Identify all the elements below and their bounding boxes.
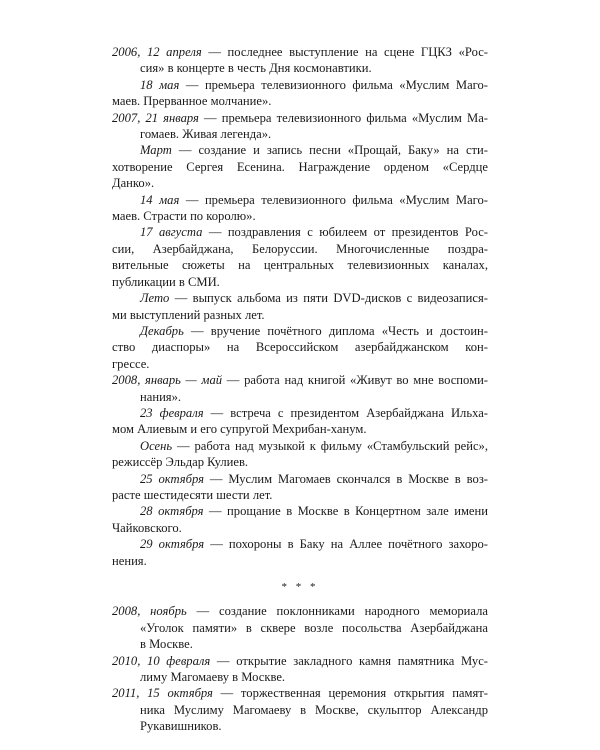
entry-text: ство диаспоры» на Всероссийском азербайджанском кон- (112, 340, 488, 355)
entry-line (112, 669, 488, 685)
chronology-entry (112, 372, 488, 405)
entry-line (112, 159, 488, 175)
entry-text: — поздравления с юбилеем от президентов Рос- (202, 225, 488, 240)
chronology-entry (112, 653, 488, 686)
chronology-entry (112, 44, 488, 77)
entry-date: 14 мая (140, 192, 180, 207)
entry-text: расте шестидесяти шести лет. (112, 487, 273, 502)
entry-text: сии, Азербайджана, Белоруссии. Многочисленные поздра- (112, 241, 488, 256)
entry-text: Данко». (112, 176, 155, 191)
entry-line (112, 471, 488, 487)
entry-date: 2008, январь — май (112, 373, 223, 388)
chronology-entry (112, 142, 488, 191)
entry-date: Осень (140, 438, 173, 453)
entry-text: грессе. (112, 356, 150, 371)
entry-line (112, 60, 488, 76)
entry-text: — похороны в Баку на Аллее почётного захоро- (204, 537, 488, 552)
entry-date: 2010, 10 февраля (112, 653, 211, 668)
chronology-block-after (112, 603, 488, 734)
entry-date: 2006, 12 апреля (112, 45, 202, 59)
chronology-entry (112, 192, 488, 225)
chronology-entry (112, 471, 488, 504)
entry-text: лиму Магомаеву в Москве. (140, 670, 286, 685)
entry-text: мом Алиевым и его супругой Мехрибан-ханум. (112, 422, 367, 437)
entry-date: 2007, 21 января (112, 110, 199, 125)
entry-line (112, 257, 488, 273)
entry-text: в Москве. (140, 637, 193, 652)
entry-text: — работа над музыкой к фильму «Стамбульский рейс», (172, 438, 488, 453)
entry-line (112, 653, 488, 669)
entry-text: — последнее выступление на сцене ГЦКЗ «Рос- (201, 45, 488, 59)
chronology-entry (112, 290, 488, 323)
entry-line (112, 208, 488, 224)
entry-text: Рукавишников. (140, 719, 222, 734)
entry-text: «Уголок памяти» в сквере возле посольства Азербайджана (140, 620, 488, 635)
entry-text: ника Муслиму Магомаеву в Москве, скульптор Александр (140, 702, 488, 717)
entry-line (112, 603, 488, 619)
entry-text: вительные сюжеты на центральных телевизионных каналах, (112, 258, 488, 273)
entry-line (112, 175, 488, 191)
chronology-entry (112, 405, 488, 438)
entry-text: — торжественная церемония открытия памят- (212, 686, 488, 701)
entry-line (112, 487, 488, 503)
entry-line (112, 620, 488, 636)
entry-line (112, 389, 488, 405)
entry-line (112, 356, 488, 372)
entry-line (112, 241, 488, 257)
entry-line (112, 93, 488, 109)
entry-date: 23 февраля (140, 405, 204, 420)
entry-text: нения. (112, 553, 147, 568)
entry-line (112, 224, 488, 240)
entry-text: сия» в концерте в честь Дня космонавтики. (140, 61, 372, 76)
entry-text: ми выступлений разных лет. (112, 307, 265, 322)
entry-line (112, 77, 488, 93)
entry-line (112, 142, 488, 158)
entry-text: — премьера телевизионного фильма «Муслим Маго- (179, 192, 489, 207)
entry-date: 2008, ноябрь (112, 604, 187, 619)
chronology-entry (112, 438, 488, 471)
chronology-entry (112, 503, 488, 536)
entry-line (112, 536, 488, 552)
chronology-entry (112, 77, 488, 110)
entry-line (112, 438, 488, 454)
entry-text: — работа над книгой «Живут во мне воспоми- (222, 373, 489, 388)
entry-line (112, 636, 488, 652)
entry-text: — выпуск альбома из пяти DVD-дисков с видеозапися- (169, 291, 488, 306)
chronology-entry (112, 536, 488, 569)
entry-date: 28 октября (140, 504, 204, 519)
entry-date: Март (140, 143, 172, 158)
entry-line (112, 702, 488, 718)
entry-text: — открытие закладного камня памятника Мус- (210, 653, 488, 668)
entry-date: 29 октября (140, 537, 205, 552)
entry-line (112, 110, 488, 126)
entry-text: — прощание в Москве в Концертном зале имени (203, 504, 488, 519)
entry-line (112, 718, 488, 734)
entry-line (112, 405, 488, 421)
entry-line (112, 421, 488, 437)
entry-line (112, 553, 488, 569)
entry-line (112, 323, 488, 339)
entry-text: — создание и запись песни «Прощай, Баку» на сти- (171, 143, 488, 158)
entry-line (112, 192, 488, 208)
section-separator: * * * (281, 581, 319, 593)
entry-text: — премьера телевизионного фильма «Муслим Маго- (179, 77, 489, 92)
chronology-entry (112, 603, 488, 652)
entry-text: — премьера телевизионного фильма «Муслим Ма- (198, 110, 488, 125)
entry-text: — встреча с президентом Азербайджана Ильха- (203, 405, 488, 420)
entry-text: — Муслим Магомаев скончался в Москве в воз- (203, 471, 488, 486)
entry-text: — создание поклонниками народного мемориала (186, 604, 488, 619)
entry-text: маев. Прерванное молчание». (112, 94, 272, 109)
chronology-block-main (112, 44, 488, 569)
entry-line (112, 454, 488, 470)
entry-text: хотворение Сергея Есенина. Награждение орденом «Сердце (112, 159, 488, 174)
entry-date: Декабрь (140, 323, 184, 338)
entry-line (112, 372, 488, 388)
entry-line (112, 503, 488, 519)
entry-line (112, 290, 488, 306)
entry-line (112, 685, 488, 701)
entry-text: режиссёр Эльдар Кулиев. (112, 455, 249, 470)
entry-text: нания». (140, 389, 182, 404)
entry-date: 18 мая (140, 77, 180, 92)
entry-date: Лето (140, 291, 170, 306)
entry-line (112, 520, 488, 536)
entry-date: 25 октября (140, 471, 204, 486)
entry-line (112, 339, 488, 355)
chronology-text (112, 44, 488, 735)
chronology-entry (112, 224, 488, 290)
entry-text: маев. Страсти по королю». (112, 209, 256, 224)
chronology-entry (112, 685, 488, 734)
entry-line (112, 274, 488, 290)
entry-date: 2011, 15 октября (112, 686, 213, 701)
entry-line (112, 44, 488, 60)
entry-text: Чайковского. (112, 520, 182, 535)
entry-text: — вручение почётного диплома «Честь и достоин- (183, 323, 488, 338)
chronology-entry (112, 110, 488, 143)
entry-line (112, 126, 488, 142)
entry-line (112, 307, 488, 323)
entry-date: 17 августа (140, 225, 203, 240)
entry-text: публикации в СМИ. (112, 274, 220, 289)
entry-text: гомаев. Живая легенда». (140, 127, 272, 142)
chronology-entry (112, 323, 488, 372)
